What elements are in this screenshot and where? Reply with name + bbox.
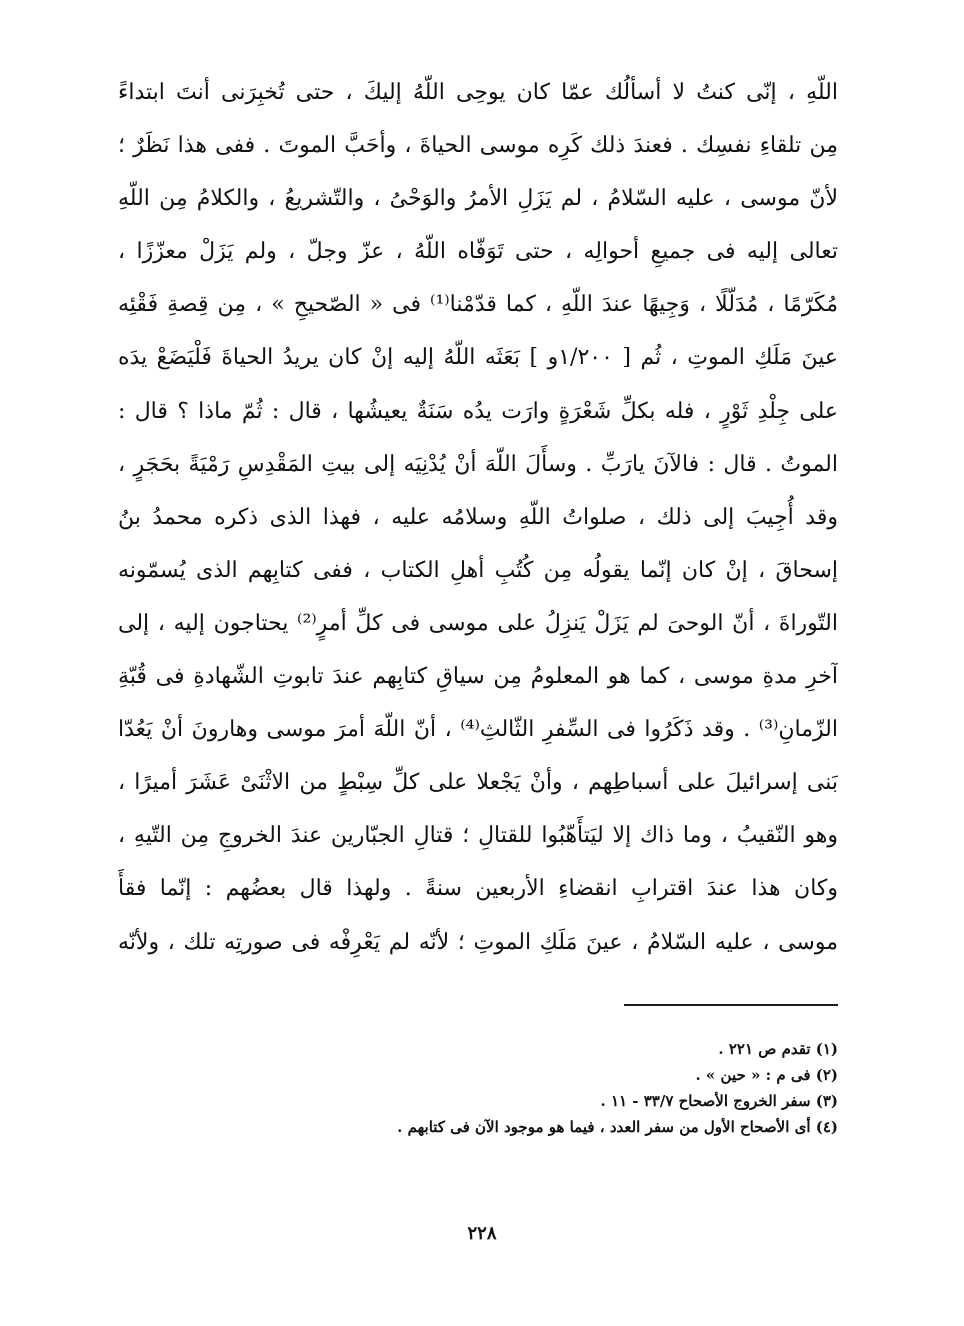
main-text xyxy=(118,66,838,969)
text-line: على جِلْدِ ثَوْرٍ ، فله بكلِّ شَعْرَةٍ وارَت يدُه سَنَةٌ يعيشُها ، قال : ثُمّ ماذا ؟ قال : xyxy=(118,398,838,424)
footnote-divider xyxy=(624,1004,838,1006)
footnote: (٤) أى الأصحاح الأول من سفر العدد ، فيما هو موجود الآن فى كتابهم . xyxy=(397,1118,838,1136)
text-line: التّوراةَ ، أنّ الوحىَ لم يَزَلْ يَنزِلُ على موسى فى كلِّ أمرٍ⁽²⁾ يحتاجون إليه ، إلى xyxy=(118,610,838,636)
text-line: وهو النّقيبُ ، وما ذاك إلا ليَتأَهّبُوا للقتالِ ؛ قتالِ الجبّارين عندَ الخروجِ مِن التّيهِ ، xyxy=(118,823,838,849)
footnote: (٢) فى م : « حين » . xyxy=(695,1066,838,1084)
text-line: مُكَرّمًا ، مُدَلّلًا ، وَجِيهًا عندَ اللّهِ ، كما قدّمْنا⁽¹⁾ فى « الصّحيحِ » ، مِن قِصةِ فَقْئِه xyxy=(118,292,838,318)
text-line: الزّمانِ⁽³⁾ . وقد ذَكَرُوا فى السِّفرِ الثّالثِ⁽⁴⁾ ، أنّ اللّهَ أمرَ موسى وهارونَ أنْ يَعُدّا xyxy=(118,717,838,743)
text-line: إسحاقَ ، إنْ كان إنّما يقولُه مِن كُتُبِ أهلِ الكتاب ، ففى كتابِهم الذى يُسمّونه xyxy=(118,557,838,583)
text-line: لأنّ موسى ، عليه السّلامُ ، لم يَزَلِ الأمرُ والوَحْىُ ، والتّشريعُ ، والكلامُ مِن اللّهِ xyxy=(118,186,838,212)
footnote: (٣) سفر الخروج الأصحاح ٣٣/٧ - ١١ . xyxy=(600,1092,838,1110)
text-line: مِن تلقاءِ نفسِك . فعندَ ذلك كَرِه موسى الحياةَ ، وأحَبَّ الموتَ . ففى هذا نَظَرٌ ؛ xyxy=(118,133,838,159)
footnote: (١) تقدم ص ٢٢١ . xyxy=(718,1040,838,1058)
text-line: موسى ، عليه السّلامُ ، عينَ مَلَكِ الموتِ ؛ لأنّه لم يَعْرِفْه فى صورتِه تلك ، ولأنّه xyxy=(118,929,838,955)
footnotes xyxy=(118,1036,838,1140)
page-number: ٢٢٨ xyxy=(467,1223,497,1244)
text-line: وكان هذا عندَ اقترابِ انقضاءِ الأربعين سنةً . ولهذا قال بعضُهم : إنّما فقأَ xyxy=(118,876,838,902)
text-line: آخرِ مدةِ موسى ، كما هو المعلومُ مِن سياقِ كتابِهم عندَ تابوتِ الشّهادةِ فى قُبّةِ xyxy=(118,664,838,690)
text-line: بَنى إسرائيلَ على أسباطِهم ، وأنْ يَجْعلا على كلِّ سِبْطٍ من الاثْنَىْ عَشَرَ أميرًا ، xyxy=(118,770,838,796)
text-line: اللّهِ ، إنّى كنتُ لا أسألُك عمّا كان يوحِى اللّهُ إليكَ ، حتى تُخبِرَنى أنتَ ابتداءً xyxy=(118,80,838,105)
text-line: عينَ مَلَكِ الموتِ ، ثُم [ ١/٢٠٠و ] بَعَثَه اللّهُ إليه إنْ كان يريدُ الحياةَ فَلْيَضَعْ يدَه xyxy=(118,345,838,371)
text-line: تعالى إليه فى جميعِ أحوالِه ، حتى تَوَفّاه اللّهُ ، عزّ وجلّ ، ولم يَزَلْ معزّزًا ، xyxy=(118,239,838,265)
text-line: وقد أُجِيبَ إلى ذلك ، صلواتُ اللّهِ وسلامُه عليه ، فهذا الذى ذكره محمدُ بنُ xyxy=(118,504,838,530)
text-line: الموتُ . قال : فالآنَ يارَبِّ . وسأَلَ اللّهَ أنْ يُدْنِيَه إلى بيتِ المَقْدِسِ رَمْيَةً بحَجَرٍ ، xyxy=(118,451,838,477)
